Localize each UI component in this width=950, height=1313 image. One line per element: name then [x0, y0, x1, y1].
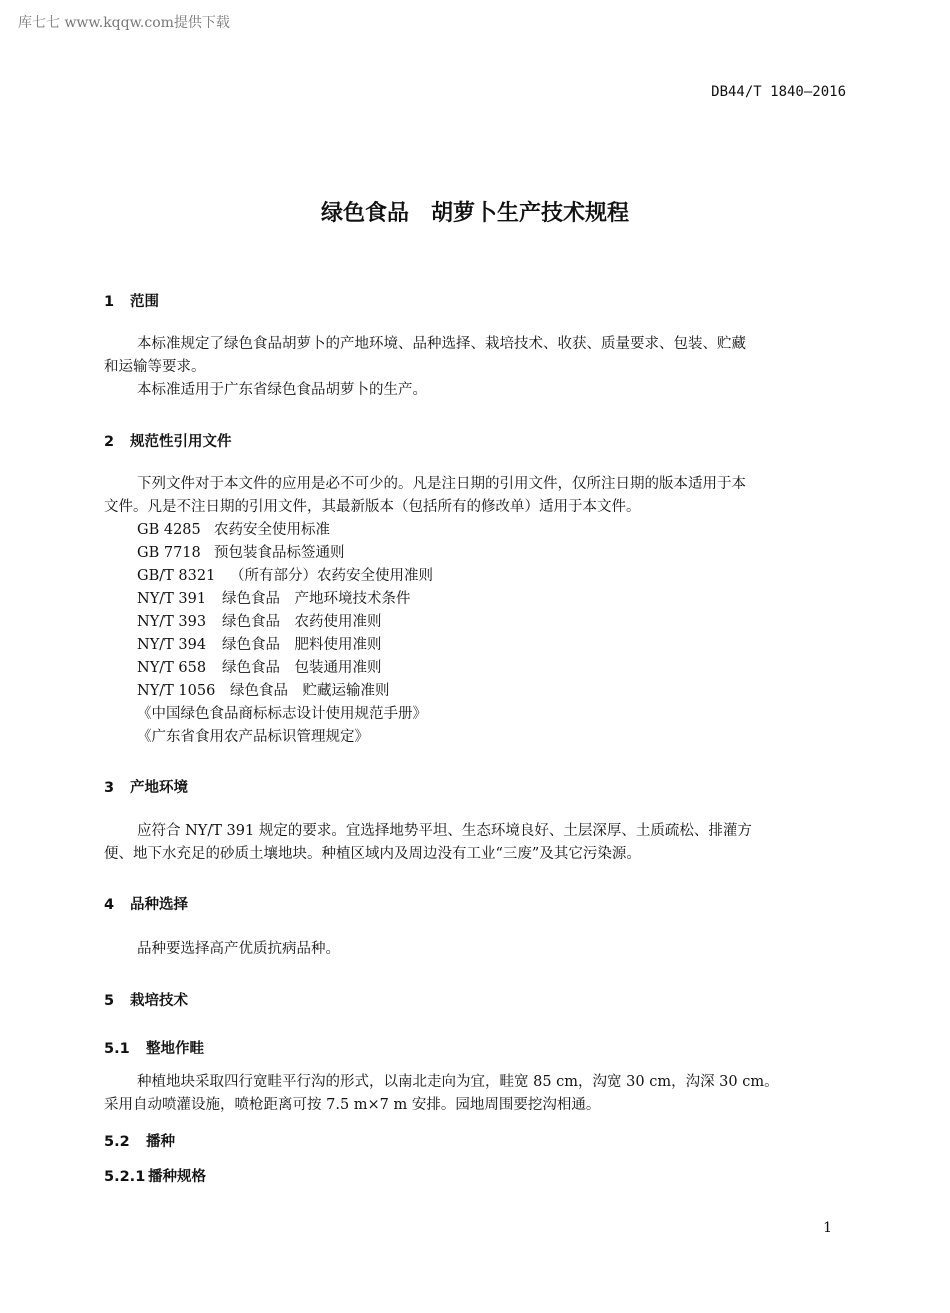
section-title: 规范性引用文件 [130, 434, 232, 450]
section-number: 5.2.1 [104, 1169, 146, 1185]
section-2-heading [104, 430, 232, 451]
reference-item: NY/T 658 绿色食品 包装通用准则 [137, 660, 382, 676]
section-title: 栽培技术 [130, 993, 188, 1009]
watermark: 库七七 www.kqqw.com提供下载 [18, 15, 230, 31]
reference-item: 《中国绿色食品商标标志设计使用规范手册》 [137, 706, 427, 722]
section-1-heading [104, 290, 159, 311]
reference-item: NY/T 391 绿色食品 产地环境技术条件 [137, 591, 411, 607]
page-number: 1 [823, 1220, 832, 1236]
reference-item: 《广东省食用农产品标识管理规定》 [137, 729, 369, 745]
section-5-1-heading [104, 1037, 204, 1058]
section-5-2-heading [104, 1130, 175, 1151]
paragraph-line: 应符合 NY/T 391 规定的要求。宜选择地势平坦、生态环境良好、土层深厚、土质疏松、排灌方 [137, 823, 752, 839]
section-number: 5.1 [104, 1041, 130, 1057]
section-5-heading [104, 989, 188, 1010]
section-4-paragraph-1 [104, 938, 849, 961]
paragraph-line: 种植地块采取四行宽畦平行沟的形式，以南北走向为宜，畦宽 85 cm，沟宽 30 cm，沟深 30 cm。 [137, 1074, 779, 1090]
reference-item: GB/T 8321 （所有部分）农药安全使用准则 [137, 568, 433, 584]
section-4-heading [104, 893, 188, 914]
section-title: 品种选择 [130, 897, 188, 913]
section-5-2-1-heading [104, 1165, 206, 1186]
reference-item: NY/T 394 绿色食品 肥料使用准则 [137, 637, 382, 653]
paragraph-line: 和运输等要求。 [104, 359, 206, 375]
reference-item: GB 4285 农药安全使用标准 [137, 522, 330, 538]
paragraph-line: 品种要选择高产优质抗病品种。 [137, 941, 340, 957]
reference-item: NY/T 393 绿色食品 农药使用准则 [137, 614, 382, 630]
section-3-paragraph-1 [104, 820, 849, 866]
section-5-1-paragraph-1 [104, 1071, 849, 1117]
normative-references-list [137, 519, 433, 749]
section-number: 5.2 [104, 1134, 130, 1150]
document-title: 绿色食品 胡萝卜生产技术规程 [320, 201, 629, 226]
section-3-heading [104, 776, 188, 797]
paragraph-line: 便、地下水充足的砂质土壤地块。种植区域内及周边没有工业“三废”及其它污染源。 [104, 846, 641, 862]
section-number: 3 [104, 780, 115, 796]
section-title: 整地作畦 [146, 1041, 204, 1057]
section-number: 4 [104, 897, 115, 913]
section-title: 范围 [130, 294, 159, 310]
reference-item: GB 7718 预包装食品标签通则 [137, 545, 345, 561]
section-title: 播种规格 [148, 1169, 206, 1185]
standard-code: DB44/T 1840—2016 [711, 84, 846, 100]
paragraph-line: 本标准适用于广东省绿色食品胡萝卜的生产。 [137, 382, 427, 398]
section-1-paragraph-2 [104, 379, 849, 402]
section-title: 产地环境 [130, 780, 188, 796]
paragraph-line: 采用自动喷灌设施，喷枪距离可按 7.5 m×7 m 安排。园地周围要挖沟相通。 [104, 1097, 601, 1113]
paragraph-line: 下列文件对于本文件的应用是必不可少的。凡是注日期的引用文件，仅所注日期的版本适用于本 [137, 476, 746, 492]
reference-item: NY/T 1056 绿色食品 贮藏运输准则 [137, 683, 390, 699]
section-title: 播种 [146, 1134, 175, 1150]
section-number: 1 [104, 294, 115, 310]
section-number: 5 [104, 993, 115, 1009]
section-1-paragraph-1 [104, 333, 849, 379]
section-number: 2 [104, 434, 115, 450]
paragraph-line: 本标准规定了绿色食品胡萝卜的产地环境、品种选择、栽培技术、收获、质量要求、包装、贮藏 [137, 336, 746, 352]
section-2-paragraph-1 [104, 473, 849, 519]
paragraph-line: 文件。凡是不注日期的引用文件，其最新版本（包括所有的修改单）适用于本文件。 [104, 499, 641, 515]
